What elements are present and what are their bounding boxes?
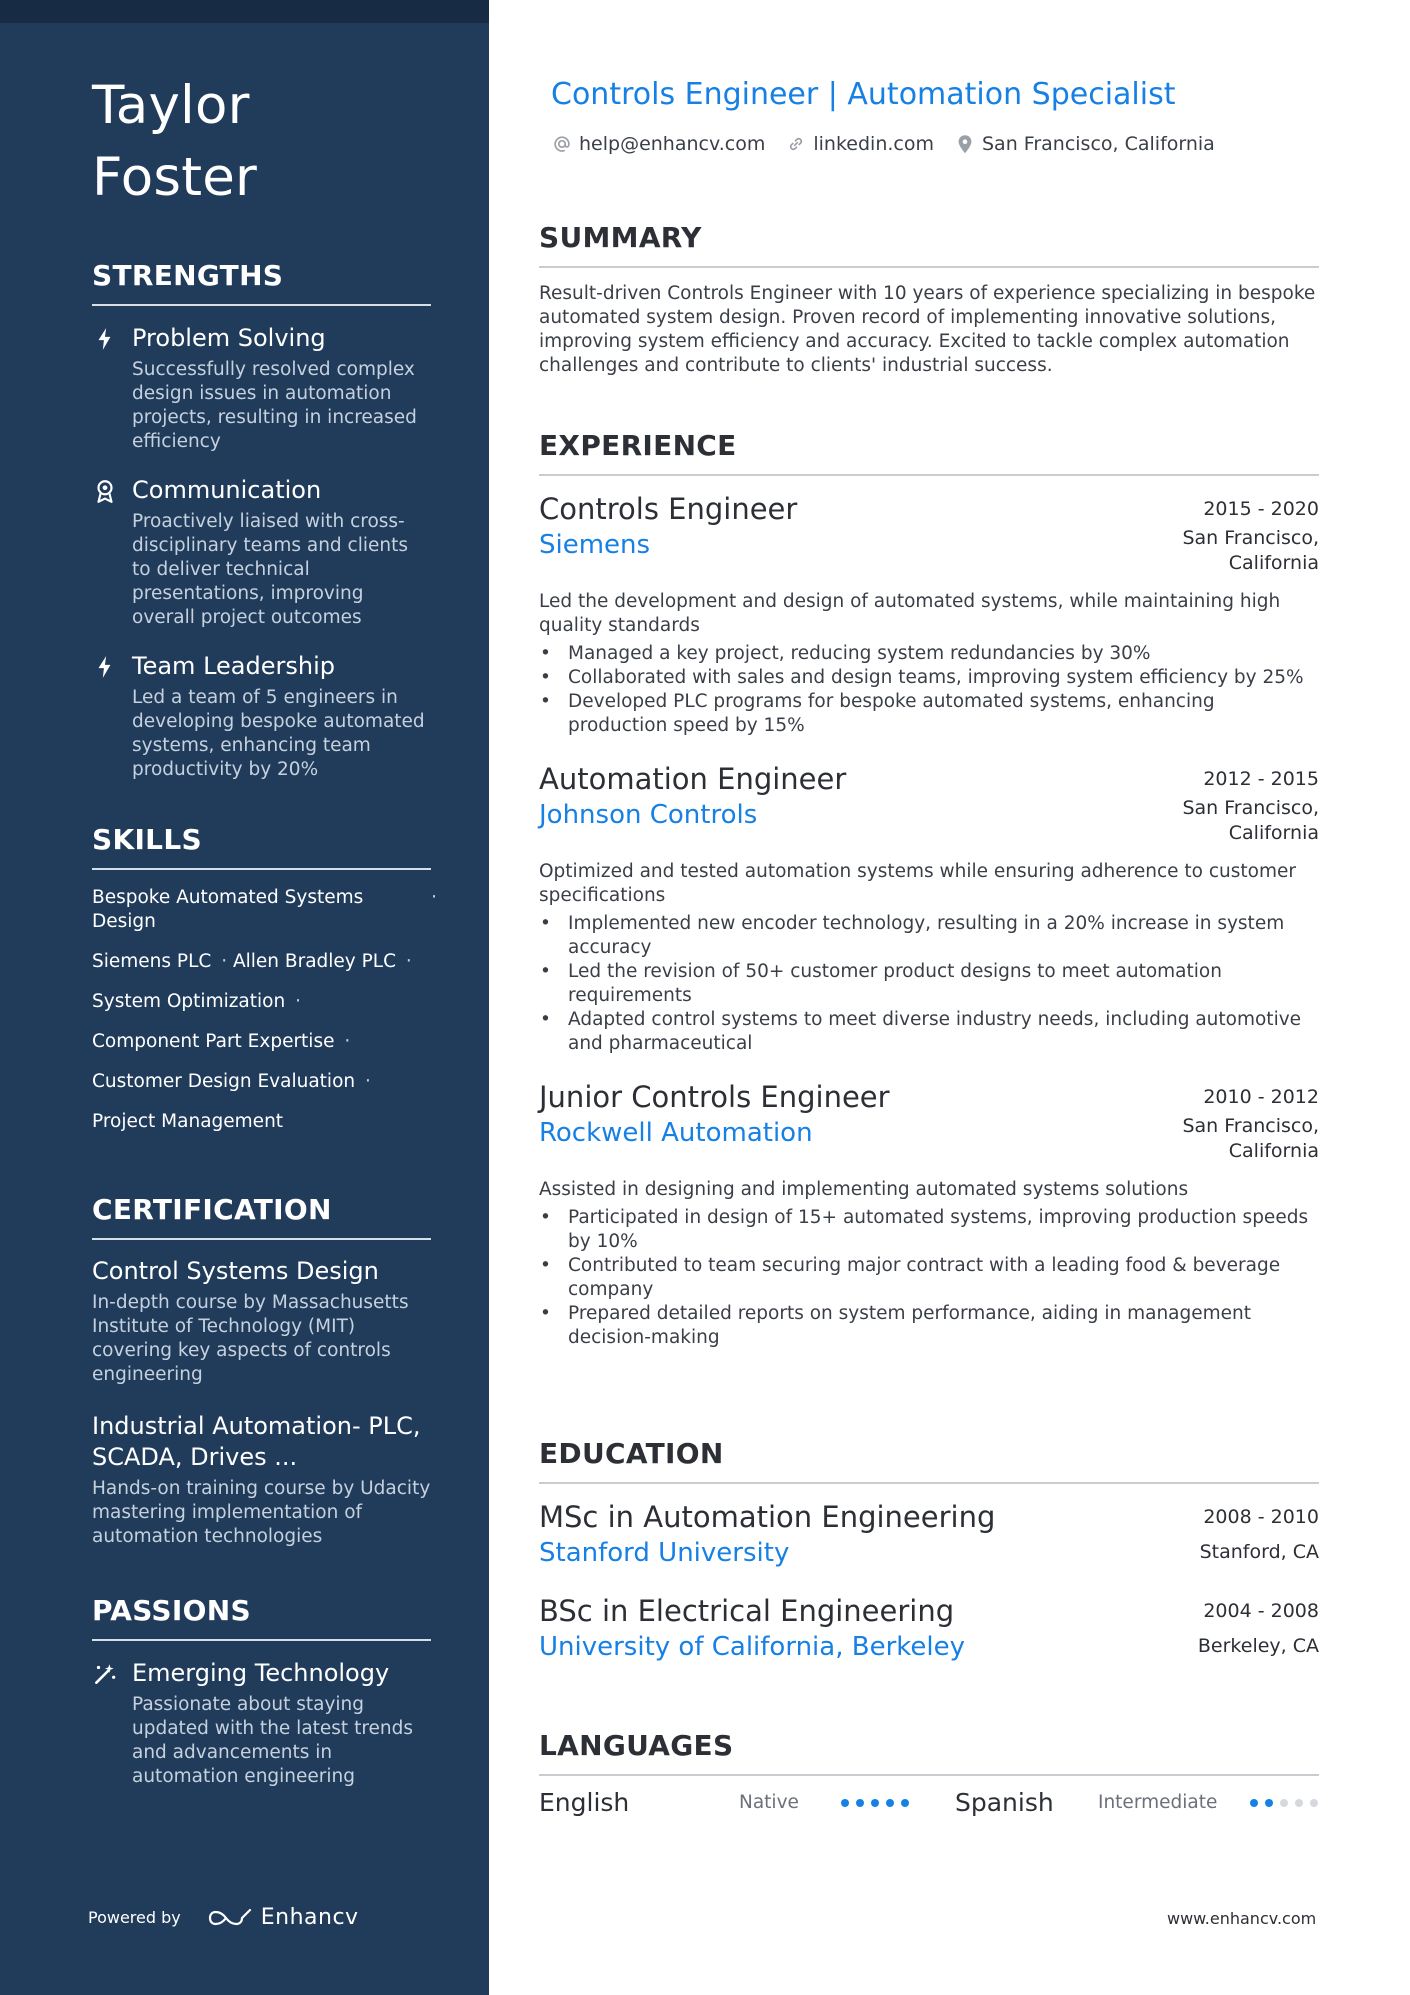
- education-dates: 2008 - 2010: [1203, 1506, 1319, 1528]
- certification-name: Industrial Automation- PLC, SCADA, Drives ...: [92, 1412, 421, 1471]
- job-bullets: [539, 912, 1319, 1056]
- job-dates: 2015 - 2020: [1203, 498, 1319, 520]
- linkedin-text: linkedin.com: [813, 133, 934, 155]
- contact-bar: [551, 133, 1235, 155]
- certification-item: [92, 1411, 431, 1549]
- education-dates: 2004 - 2008: [1203, 1600, 1319, 1622]
- skill-item: [92, 1070, 431, 1094]
- certification-title: CERTIFICATION: [92, 1192, 431, 1240]
- job-entry: [539, 490, 1319, 738]
- languages-section: [539, 1728, 1319, 1817]
- skill-item: [92, 886, 437, 934]
- school-name: Stanford University: [539, 1538, 790, 1568]
- enhancv-logo-icon: [207, 1906, 253, 1930]
- rating-dot: [886, 1799, 894, 1807]
- strength-description: Successfully resolved complex design issues in automation projects, resulting in increased efficiency: [132, 359, 417, 452]
- footer-url[interactable]: www.enhancv.com: [1167, 1909, 1317, 1928]
- award-icon: [92, 478, 118, 504]
- passion-item: [92, 1657, 431, 1789]
- rating-dot: [1265, 1799, 1273, 1807]
- job-company: Johnson Controls: [539, 800, 758, 830]
- contact-email[interactable]: [551, 133, 765, 155]
- summary-text: Result-driven Controls Engineer with 10 years of experience specializing in bespoke automated system design. Proven record of implementing innovative solutions, improving system efficiency and accuracy. Excited to tackle complex automation challenges and contribute to clients' industrial success.: [539, 283, 1316, 376]
- job-summary: Led the development and design of automated systems, while maintaining high quality standards: [539, 591, 1281, 636]
- job-title: Automation Engineer: [539, 762, 847, 796]
- degree-title: BSc in Electrical Engineering: [539, 1594, 955, 1628]
- job-title: Controls Engineer: [539, 492, 798, 526]
- candidate-name: Taylor Foster: [92, 75, 258, 208]
- strength-title: Communication: [132, 476, 322, 504]
- certification-item: [92, 1256, 431, 1387]
- rating-dot: [856, 1799, 864, 1807]
- job-company: Siemens: [539, 530, 651, 560]
- lightning-icon: [92, 654, 118, 680]
- strength-title: Problem Solving: [132, 324, 326, 352]
- job-dates: 2010 - 2012: [1203, 1086, 1319, 1108]
- at-icon: [551, 133, 579, 155]
- lightning-icon: [92, 326, 118, 352]
- rating-dot: [1250, 1799, 1258, 1807]
- location-text: San Francisco, California: [982, 133, 1215, 155]
- strength-title: Team Leadership: [132, 652, 335, 680]
- email-text: help@enhancv.com: [579, 133, 766, 155]
- job-meta: [1182, 760, 1319, 846]
- passions-section: [92, 1593, 431, 1789]
- job-meta: [1182, 490, 1319, 576]
- language-level: Native: [739, 1792, 799, 1813]
- experience-title: EXPERIENCE: [539, 428, 1319, 476]
- education-entry: [539, 1592, 1319, 1664]
- magic-wand-icon: [92, 1661, 118, 1687]
- job-bullet: • Prepared detailed reports on system performance, aiding in management decision-making: [539, 1302, 1319, 1350]
- job-bullet: • Contributed to team securing major contract with a leading food & beverage company: [539, 1254, 1319, 1302]
- job-location: San Francisco, California: [1182, 1115, 1319, 1162]
- summary-section: [539, 220, 1319, 378]
- rating-dot: [901, 1799, 909, 1807]
- job-bullets: [539, 642, 1319, 738]
- job-heading: [539, 490, 797, 562]
- job-bullet: • Participated in design of 15+ automated systems, improving production speeds by 10%: [539, 1206, 1319, 1254]
- languages-title: LANGUAGES: [539, 1728, 1319, 1776]
- education-section: [539, 1436, 1319, 1664]
- certification-section: [92, 1192, 431, 1549]
- strength-item: [92, 322, 431, 454]
- job-meta: [1182, 1078, 1319, 1164]
- powered-by-label: Powered by: [88, 1908, 181, 1927]
- job-company: Rockwell Automation: [539, 1118, 813, 1148]
- strength-item: [92, 650, 431, 782]
- language-item: [955, 1788, 1318, 1817]
- skill-separator: ·: [295, 991, 301, 1012]
- location-pin-icon: [954, 133, 982, 155]
- skill-item: [92, 950, 431, 974]
- contact-location: [954, 133, 1215, 155]
- degree-title: MSc in Automation Engineering: [539, 1500, 996, 1534]
- languages-row: [539, 1788, 1319, 1817]
- language-rating: [1243, 1799, 1318, 1807]
- job-entry: [539, 760, 1319, 1056]
- skill-item: [92, 1030, 431, 1054]
- job-bullet: • Led the revision of 50+ customer product designs to meet automation requirements: [539, 960, 1319, 1008]
- strength-description: Led a team of 5 engineers in developing bespoke automated systems, enhancing team productivity by 20%: [132, 687, 425, 780]
- job-location: San Francisco, California: [1182, 527, 1319, 574]
- rating-dot: [1310, 1799, 1318, 1807]
- education-location: Berkeley, CA: [1197, 1635, 1319, 1657]
- powered-by: [88, 1905, 359, 1930]
- certification-description: In-depth course by Massachusetts Institute of Technology (MIT) covering key aspects of controls engineering: [92, 1292, 409, 1385]
- job-location: San Francisco, California: [1182, 797, 1319, 844]
- school-name: University of California, Berkeley: [539, 1632, 965, 1662]
- job-bullet: • Developed PLC programs for bespoke automated systems, enhancing production speed by 15%: [539, 690, 1319, 738]
- job-heading: [539, 760, 846, 832]
- certification-name: Control Systems Design: [92, 1257, 379, 1285]
- link-icon: [785, 133, 813, 155]
- experience-section: [539, 428, 1319, 1350]
- certification-description: Hands-on training course by Udacity mastering implementation of automation technologies: [92, 1478, 431, 1547]
- skill-label: Siemens PLC: [92, 951, 212, 972]
- skill-separator: ·: [365, 1071, 371, 1092]
- sidebar-top-bar: [0, 0, 489, 23]
- skills-section: [92, 822, 437, 1134]
- job-summary: Optimized and tested automation systems while ensuring adherence to customer specifications: [539, 861, 1296, 906]
- job-bullet: • Managed a key project, reducing system redundancies by 30%: [539, 642, 1319, 666]
- rating-dot: [1295, 1799, 1303, 1807]
- summary-title: SUMMARY: [539, 220, 1319, 268]
- job-bullets: [539, 1206, 1319, 1350]
- rating-dot: [871, 1799, 879, 1807]
- job-bullet: • Collaborated with sales and design teams, improving system efficiency by 25%: [539, 666, 1319, 690]
- skills-list: [92, 886, 437, 1134]
- skill-label: Customer Design Evaluation: [92, 1071, 356, 1092]
- skill-item: [92, 1110, 431, 1134]
- education-title: EDUCATION: [539, 1436, 1319, 1484]
- job-entry: [539, 1078, 1319, 1350]
- strengths-section: [92, 258, 431, 782]
- language-name: Spanish: [955, 1788, 1054, 1817]
- rating-dot: [841, 1799, 849, 1807]
- job-heading: [539, 1078, 890, 1150]
- skill-label: Allen Bradley PLC: [232, 951, 396, 972]
- contact-linkedin[interactable]: [785, 133, 934, 155]
- skill-item: [92, 990, 431, 1014]
- job-bullet: • Adapted control systems to meet diverse industry needs, including automotive and pharmaceutical: [539, 1008, 1319, 1056]
- powered-by-brand: Enhancv: [260, 1905, 359, 1930]
- job-dates: 2012 - 2015: [1203, 768, 1319, 790]
- passion-title: Emerging Technology: [132, 1659, 390, 1687]
- education-entry: [539, 1498, 1319, 1570]
- job-title: Junior Controls Engineer: [539, 1080, 890, 1114]
- education-location: Stanford, CA: [1199, 1541, 1319, 1563]
- skill-separator: ·: [405, 951, 412, 972]
- skill-separator: ·: [431, 887, 437, 908]
- skill-label: Component Part Expertise: [92, 1031, 335, 1052]
- strengths-title: STRENGTHS: [92, 258, 431, 306]
- skill-label: Bespoke Automated Systems Design: [92, 887, 364, 932]
- skills-title: SKILLS: [92, 822, 431, 870]
- passions-title: PASSIONS: [92, 1593, 431, 1641]
- language-level: Intermediate: [1098, 1792, 1218, 1813]
- rating-dot: [1280, 1799, 1288, 1807]
- language-rating: [834, 1799, 909, 1807]
- skill-label: Project Management: [92, 1111, 284, 1132]
- passion-description: Passionate about staying updated with the latest trends and advancements in automation engineering: [132, 1694, 414, 1787]
- sidebar-content: [92, 70, 437, 1829]
- job-summary: Assisted in designing and implementing automated systems solutions: [539, 1179, 1189, 1200]
- skill-separator: ·: [221, 951, 228, 972]
- language-item: [539, 1788, 919, 1817]
- skill-label: System Optimization: [92, 991, 286, 1012]
- strength-item: [92, 474, 431, 630]
- skill-separator: ·: [344, 1031, 351, 1052]
- strength-description: Proactively liaised with cross-disciplinary teams and clients to deliver technical presentations, improving overall project outcomes: [132, 511, 409, 628]
- language-name: English: [539, 1788, 630, 1817]
- sidebar: [0, 0, 489, 1995]
- headline: Controls Engineer | Automation Specialist: [551, 77, 1176, 112]
- job-bullet: • Implemented new encoder technology, resulting in a 20% increase in system accuracy: [539, 912, 1319, 960]
